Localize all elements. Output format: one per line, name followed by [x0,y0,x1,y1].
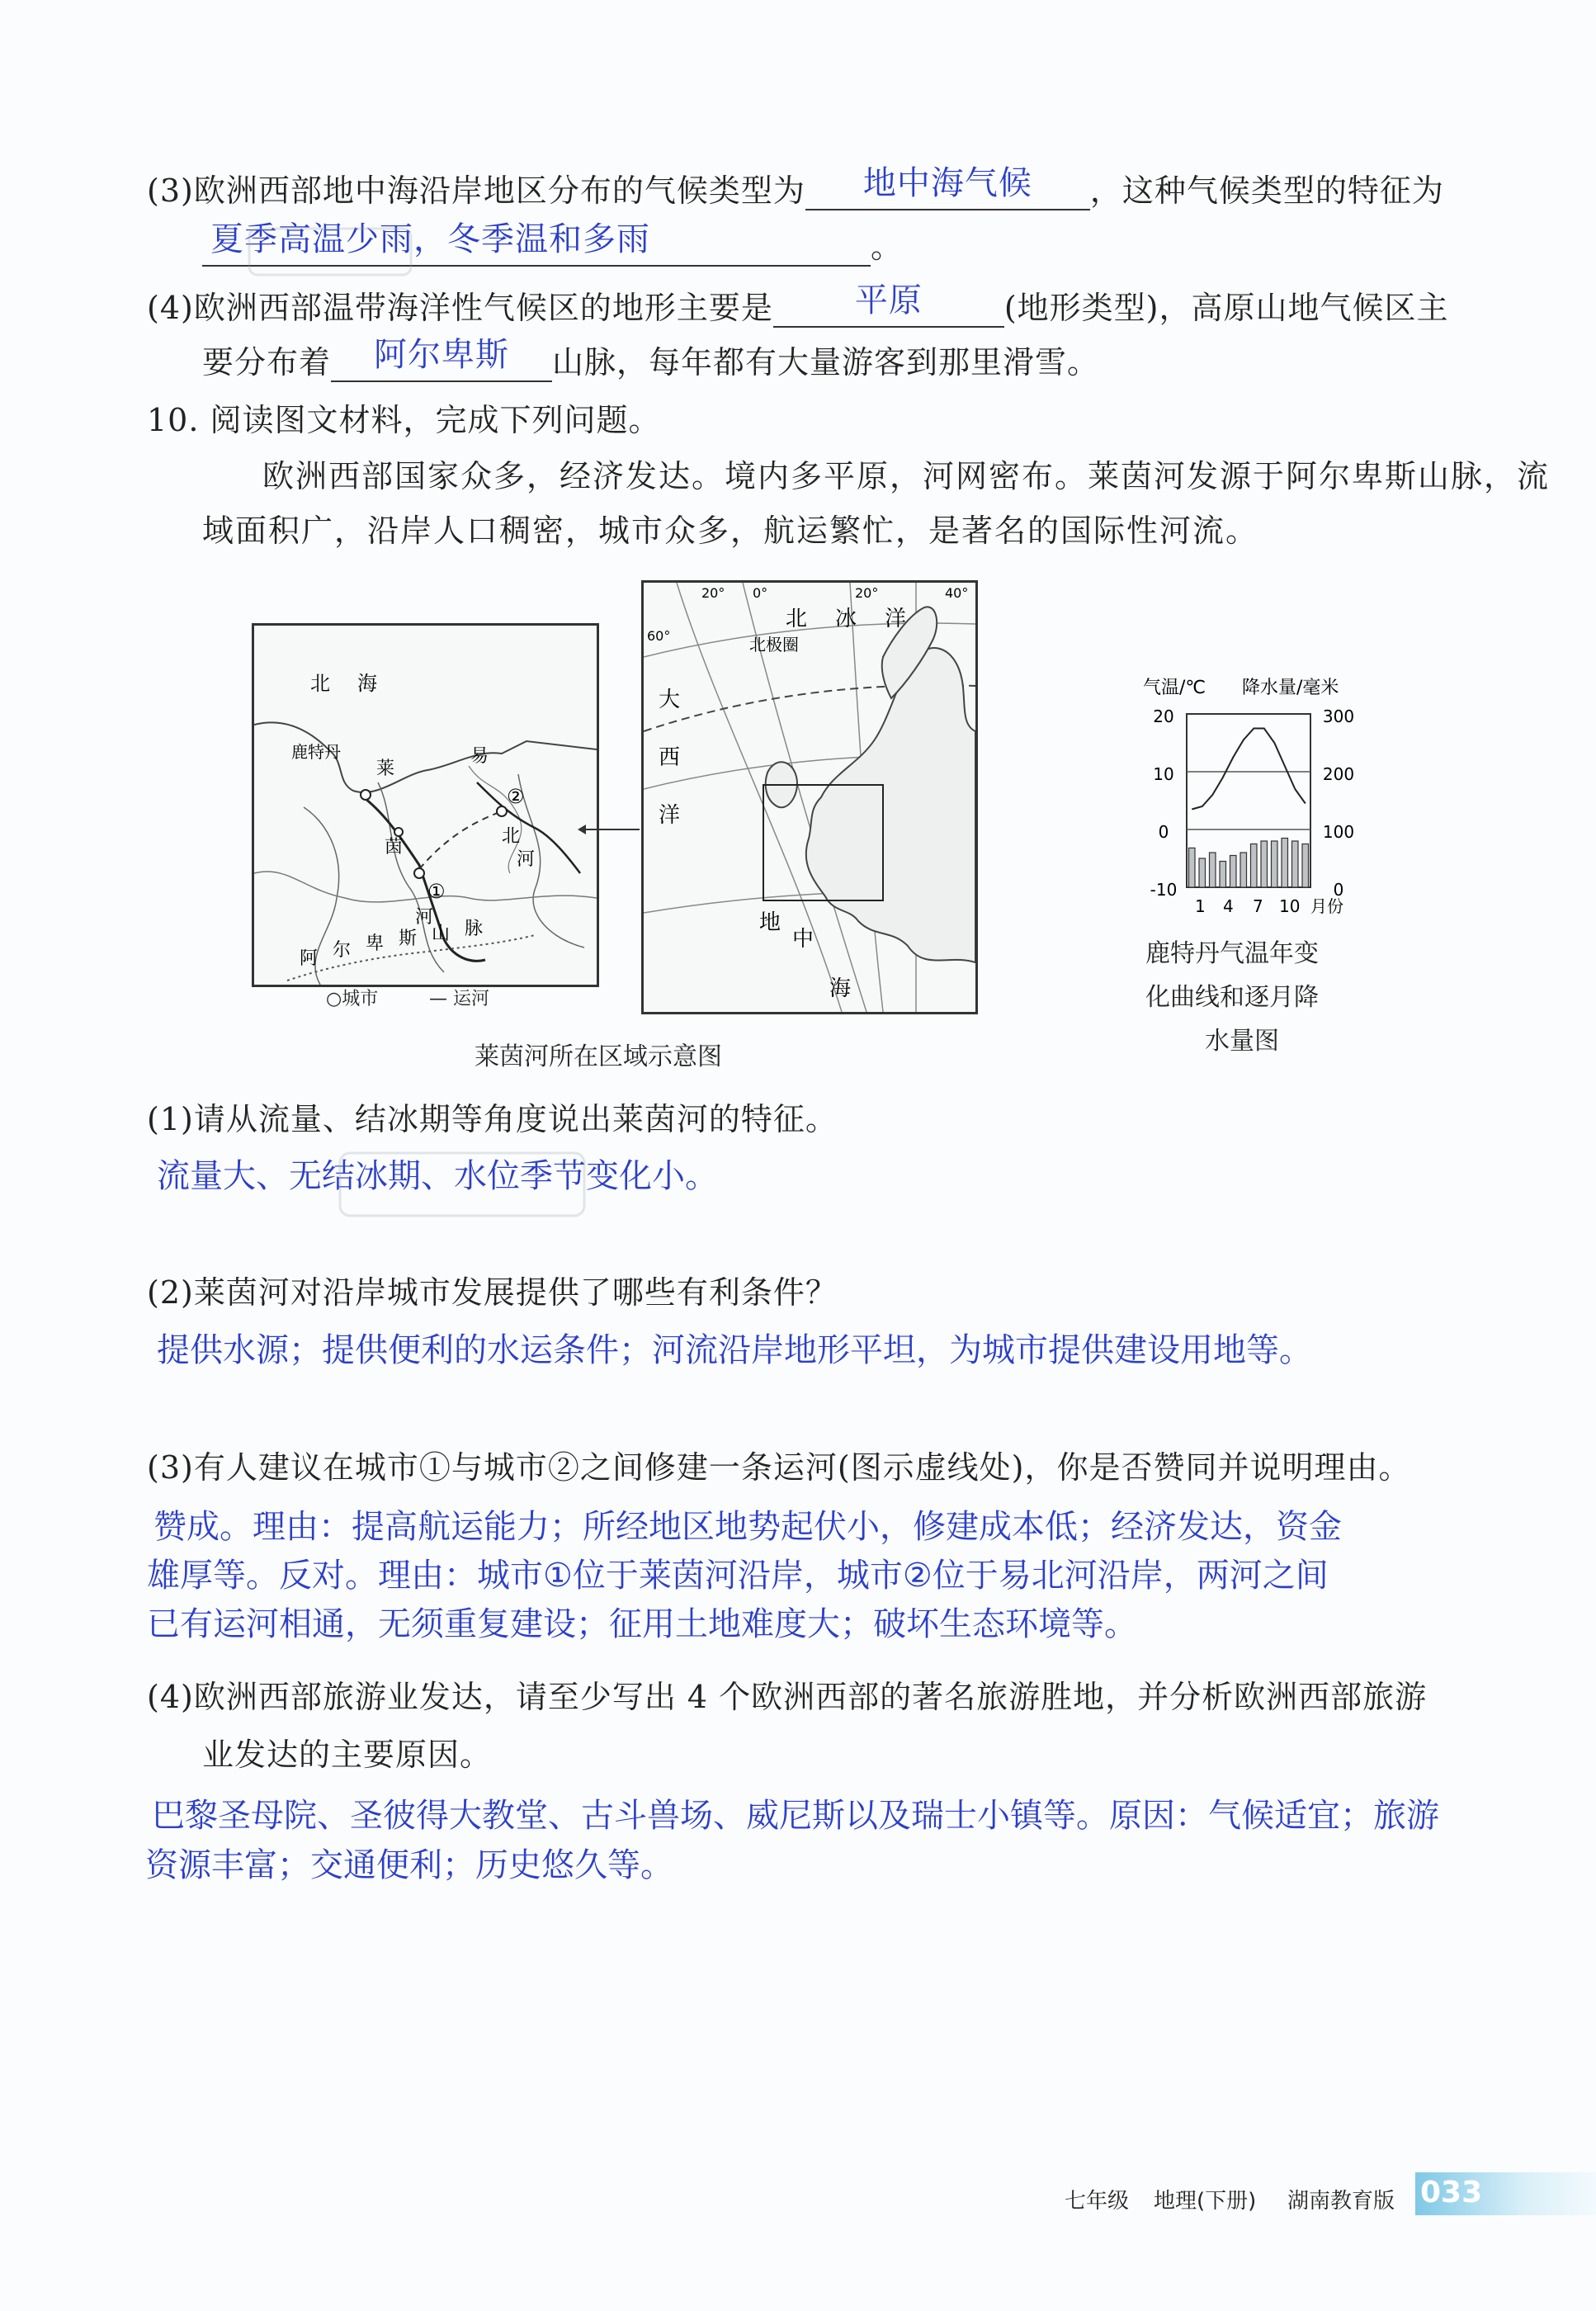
q3-answer1: 地中海气候 [862,164,1032,202]
q4-line2-end: 山脉，每年都有大量游客到那里滑雪。 [552,344,1100,380]
map-link-arrow [578,817,644,842]
chart-x-tick-4: 4 [1223,896,1234,916]
q10-title: 10. 阅读图文材料，完成下列问题。 [147,402,661,438]
chart-x-tick-7: 7 [1253,896,1263,916]
sub1-question: (1)请从流量、结冰期等角度说出莱茵河的特征。 [147,1101,838,1137]
europe-overview-map [641,580,978,1014]
map-left-label-bei3: 卑 [366,933,385,954]
q10-para-line2: 域面积广，沿岸人口稠密，城市众多，航运繁忙，是著名的国际性河流。 [202,513,1259,549]
chart-precip-bar-3 [1210,853,1216,887]
map-left-label-he2: 河 [517,849,536,870]
map-right-lon-20w: 20° [701,585,725,601]
rhine-detail-map [252,623,599,987]
chart-left-axis-label: 气温/℃ [1143,678,1206,698]
chart-title-line1: 鹿特丹气温年变 [1145,939,1319,968]
chart-right-tick-300: 300 [1322,707,1355,726]
q4-answer2: 阿尔卑斯 [374,336,510,374]
footer-subject: 地理(下册) [1154,2189,1257,2214]
sub4-question-line2: 业发达的主要原因。 [202,1737,493,1773]
chart-right-axis-label: 降水量/毫米 [1242,678,1339,698]
europe-overview-map-svg [644,583,975,1012]
chart-left-tick-10: 10 [1153,764,1174,784]
map-right-label-yang: 洋 [885,607,907,631]
chart-right-tick-100: 100 [1322,822,1355,842]
chart-precip-bar-7 [1251,844,1258,888]
map-right-lat-60: 60° [647,628,671,644]
q3-prefix: (3)欧洲西部地中海沿岸地区分布的气候类型为 [147,172,805,209]
chart-x-tick-10: 10 [1279,896,1301,916]
sub4-answer-line2: 资源丰富；交通便利；历史悠久等。 [145,1846,673,1884]
map-left-label-er: 尔 [333,940,352,961]
map-left-label-yi: 易 [470,746,489,767]
chart-precip-bar-2 [1199,858,1206,887]
chart-title-line2: 化曲线和逐月降 [1145,983,1319,1012]
chart-right-tick-0: 0 [1333,880,1344,900]
watermark-graphic-2 [338,1151,586,1217]
climate-chart [1131,677,1378,924]
sub4-answer-line1: 巴黎圣母院、圣彼得大教堂、古斗兽场、威尼斯以及瑞士小镇等。原因：气候适宜；旅游 [152,1797,1439,1835]
map-left-label-si: 斯 [399,929,418,949]
sub3-answer-line3: 已有运河相通，无须重复建设；征用土地难度大；破坏生态环境等。 [147,1605,1137,1643]
map-right-label-di: 地 [759,910,781,935]
watermark-graphic-1 [248,227,413,276]
sub2-answer: 提供水源；提供便利的水运条件；河流沿岸地形平坦，为城市提供建设用地等。 [157,1331,1312,1369]
q4-middle: (地形类型)，高原山地气候区主 [1003,290,1449,326]
map-left-label-bei: 北 [310,672,330,695]
q3-end: 。 [871,229,904,265]
map-left-legend-canal: — 运河 [429,989,489,1009]
sub4-question-line1: (4)欧洲西部旅游业发达，请至少写出 4 个欧洲西部的著名旅游胜地，并分析欧洲西部旅游 [147,1679,1428,1715]
chart-precip-bar-6 [1240,853,1247,887]
map-caption: 莱茵河所在区域示意图 [475,1042,722,1071]
map-left-label-bei2: 北 [502,826,521,847]
sub3-question: (3)有人建议在城市①与城市②之间修建一条运河(图示虚线处)，你是否赞同并说明理由。 [147,1449,1411,1486]
chart-left-tick-20: 20 [1153,707,1174,726]
map-right-label-xi: 西 [659,745,681,770]
chart-precip-bar-1 [1189,848,1196,887]
chart-precip-bar-8 [1261,841,1268,887]
q4-answer1: 平原 [854,281,923,319]
map-right-label-da: 大 [659,688,681,712]
map-right-lon-40e: 40° [945,585,969,601]
footer-grade: 七年级 [1065,2189,1130,2214]
chart-precip-bar-9 [1272,841,1278,887]
map-left-city1: ① [427,880,446,903]
map-left-label-mai: 脉 [465,919,484,939]
map-right-arctic-circle: 北极圈 [749,635,799,655]
chart-title-line3: 水量图 [1205,1027,1279,1056]
map-left-label-he: 河 [415,907,434,928]
map-left-label-yin: 茵 [385,837,404,858]
chart-temp-line [1192,729,1306,810]
chart-left-tick-0: 0 [1158,822,1169,842]
chart-precip-bar-10 [1282,839,1288,888]
q4-blank1 [773,281,1004,328]
q3-middle: ，这种气候类型的特征为 [1089,172,1444,209]
chart-precip-bar-12 [1302,844,1309,888]
q4-line2-prefix: 要分布着 [202,344,332,380]
q3-blank1 [805,164,1090,210]
sub3-answer-line1: 赞成。理由：提高航运能力；所经地区地势起伏小，修建成本低；经济发达，资金 [153,1508,1342,1546]
sub2-question: (2)莱茵河对沿岸城市发展提供了哪些有利条件？ [147,1274,838,1311]
chart-right-tick-200: 200 [1322,764,1355,784]
q4-line2 [202,337,1099,382]
chart-precip-bar-11 [1292,841,1299,887]
chart-left-tick-neg10: -10 [1150,880,1178,900]
map-left-label-shan: 山 [432,924,451,944]
map-left-city2: ② [507,785,525,808]
map-left-label-a: 阿 [300,948,319,969]
map-right-label-yang2: 洋 [659,803,681,828]
map-left-label-rotterdam: 鹿特丹 [291,742,341,762]
q3-line1 [147,165,1444,210]
sub3-answer-line2: 雄厚等。反对。理由：城市①位于莱茵河沿岸，城市②位于易北河沿岸，两河之间 [147,1557,1329,1595]
map-right-label-bing: 冰 [835,607,857,631]
q10-para-line1: 欧洲西部国家众多，经济发达。境内多平原，河网密布。莱茵河发源于阿尔卑斯山脉，流 [262,458,1551,494]
q4-prefix: (4)欧洲西部温带海洋性气候区的地形主要是 [147,290,773,326]
chart-x-label: 月份 [1310,896,1343,916]
map-right-label-bei: 北 [786,607,808,631]
sub1-answer: 流量大、无结冰期、水位季节变化小。 [157,1157,718,1195]
footer-publisher: 湖南教育版 [1287,2189,1395,2214]
chart-x-tick-1: 1 [1195,896,1206,916]
map-left-label-lai: 莱 [376,759,395,779]
climate-chart-svg [1131,677,1378,924]
map-right-lon-0: 0° [753,585,768,601]
rhine-detail-map-svg [254,626,597,985]
map-left-label-hai: 海 [357,672,377,695]
q4-line1 [147,282,1449,328]
map-right-lon-20e: 20° [855,585,879,601]
map-right-label-hai: 海 [829,976,852,1001]
footer-page-number: 033 [1420,2176,1483,2209]
chart-precip-bar-5 [1230,856,1237,888]
map-left-legend-city: ○城市 [326,989,379,1009]
footer-page-badge [1415,2172,1596,2215]
map-right-label-zhong: 中 [792,927,815,952]
chart-precip-bar-4 [1220,862,1226,888]
q4-blank2 [331,336,552,382]
q3-answer2: 夏季高温少雨，冬季温和多雨 [210,220,650,258]
